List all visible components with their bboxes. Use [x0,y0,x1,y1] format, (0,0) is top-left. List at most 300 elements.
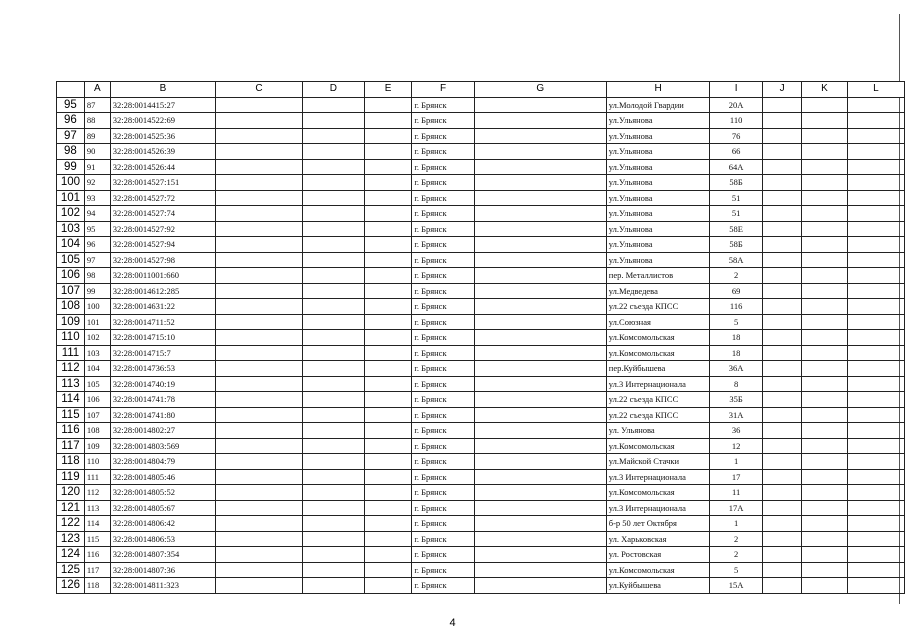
cell-k[interactable] [802,500,847,516]
cell-b[interactable]: 32:28:0014802:27 [110,423,215,439]
cell-a[interactable]: 116 [84,547,110,563]
cell-d[interactable] [302,423,364,439]
cell-g[interactable] [474,376,606,392]
cell-i[interactable]: 51 [710,206,762,222]
row-number[interactable]: 103 [57,221,85,237]
cell-c[interactable] [216,376,303,392]
cell-b[interactable]: 32:28:0014527:98 [110,252,215,268]
cell-j[interactable] [762,438,801,454]
cell-h[interactable]: ул. Харьковская [606,531,710,547]
cell-k[interactable] [802,314,847,330]
cell-i[interactable]: 36А [710,361,762,377]
cell-i[interactable]: 31А [710,407,762,423]
cell-c[interactable] [216,159,303,175]
cell-e[interactable] [364,578,411,594]
corner-cell[interactable] [57,82,85,98]
row-number[interactable]: 126 [57,578,85,594]
cell-g[interactable] [474,268,606,284]
cell-e[interactable] [364,190,411,206]
cell-f[interactable]: г. Брянск [412,330,475,346]
cell-c[interactable] [216,299,303,315]
cell-e[interactable] [364,345,411,361]
cell-i[interactable]: 36 [710,423,762,439]
row-number[interactable]: 124 [57,547,85,563]
cell-f[interactable]: г. Брянск [412,423,475,439]
cell-g[interactable] [474,407,606,423]
cell-c[interactable] [216,407,303,423]
cell-a[interactable]: 111 [84,469,110,485]
cell-d[interactable] [302,345,364,361]
cell-k[interactable] [802,578,847,594]
cell-i[interactable]: 20А [710,97,762,113]
cell-k[interactable] [802,330,847,346]
column-header[interactable]: F [412,82,475,98]
column-header[interactable]: D [302,82,364,98]
cell-a[interactable]: 112 [84,485,110,501]
cell-j[interactable] [762,500,801,516]
cell-h[interactable]: ул.Ульянова [606,113,710,129]
cell-e[interactable] [364,268,411,284]
cell-b[interactable]: 32:28:0014806:42 [110,516,215,532]
cell-a[interactable]: 109 [84,438,110,454]
cell-f[interactable]: г. Брянск [412,128,475,144]
column-header[interactable]: B [110,82,215,98]
cell-h[interactable]: ул.22 съезда КПСС [606,407,710,423]
cell-f[interactable]: г. Брянск [412,361,475,377]
cell-g[interactable] [474,97,606,113]
cell-k[interactable] [802,454,847,470]
cell-c[interactable] [216,438,303,454]
row-number[interactable]: 96 [57,113,85,129]
cell-a[interactable]: 92 [84,175,110,191]
cell-e[interactable] [364,454,411,470]
cell-f[interactable]: г. Брянск [412,237,475,253]
cell-j[interactable] [762,361,801,377]
cell-c[interactable] [216,97,303,113]
cell-a[interactable]: 95 [84,221,110,237]
cell-c[interactable] [216,547,303,563]
cell-h[interactable]: ул.Ульянова [606,206,710,222]
cell-a[interactable]: 99 [84,283,110,299]
cell-a[interactable]: 115 [84,531,110,547]
row-number[interactable]: 111 [57,345,85,361]
cell-g[interactable] [474,361,606,377]
cell-j[interactable] [762,144,801,160]
cell-e[interactable] [364,376,411,392]
cell-i[interactable]: 2 [710,547,762,563]
cell-k[interactable] [802,206,847,222]
cell-d[interactable] [302,113,364,129]
row-number[interactable]: 100 [57,175,85,191]
cell-d[interactable] [302,330,364,346]
cell-h[interactable]: ул.Ульянова [606,221,710,237]
cell-d[interactable] [302,516,364,532]
cell-l[interactable] [847,144,904,160]
cell-d[interactable] [302,392,364,408]
cell-e[interactable] [364,175,411,191]
cell-f[interactable]: г. Брянск [412,454,475,470]
cell-k[interactable] [802,516,847,532]
cell-a[interactable]: 113 [84,500,110,516]
cell-f[interactable]: г. Брянск [412,159,475,175]
cell-l[interactable] [847,159,904,175]
cell-i[interactable]: 35Б [710,392,762,408]
cell-f[interactable]: г. Брянск [412,500,475,516]
cell-k[interactable] [802,485,847,501]
cell-a[interactable]: 108 [84,423,110,439]
cell-a[interactable]: 105 [84,376,110,392]
cell-j[interactable] [762,128,801,144]
cell-a[interactable]: 97 [84,252,110,268]
cell-j[interactable] [762,330,801,346]
row-number[interactable]: 110 [57,330,85,346]
cell-f[interactable]: г. Брянск [412,268,475,284]
cell-l[interactable] [847,268,904,284]
cell-a[interactable]: 96 [84,237,110,253]
cell-d[interactable] [302,361,364,377]
cell-b[interactable]: 32:28:0014740:19 [110,376,215,392]
cell-j[interactable] [762,314,801,330]
cell-g[interactable] [474,314,606,330]
cell-g[interactable] [474,283,606,299]
cell-g[interactable] [474,562,606,578]
cell-k[interactable] [802,361,847,377]
cell-a[interactable]: 101 [84,314,110,330]
row-number[interactable]: 121 [57,500,85,516]
cell-i[interactable]: 58Б [710,237,762,253]
row-number[interactable]: 105 [57,252,85,268]
cell-g[interactable] [474,500,606,516]
cell-h[interactable]: пер.Куйбышева [606,361,710,377]
cell-c[interactable] [216,345,303,361]
column-header[interactable]: J [762,82,801,98]
cell-b[interactable]: 32:28:0014806:53 [110,531,215,547]
cell-a[interactable]: 87 [84,97,110,113]
cell-k[interactable] [802,423,847,439]
cell-f[interactable]: г. Брянск [412,562,475,578]
cell-c[interactable] [216,454,303,470]
cell-i[interactable]: 15А [710,578,762,594]
cell-b[interactable]: 32:28:0011001:660 [110,268,215,284]
cell-f[interactable]: г. Брянск [412,283,475,299]
cell-i[interactable]: 76 [710,128,762,144]
cell-i[interactable]: 18 [710,345,762,361]
cell-l[interactable] [847,237,904,253]
cell-a[interactable]: 118 [84,578,110,594]
cell-i[interactable]: 116 [710,299,762,315]
cell-k[interactable] [802,190,847,206]
cell-f[interactable]: г. Брянск [412,144,475,160]
cell-b[interactable]: 32:28:0014612:285 [110,283,215,299]
cell-b[interactable]: 32:28:0014805:52 [110,485,215,501]
cell-e[interactable] [364,237,411,253]
cell-d[interactable] [302,268,364,284]
cell-g[interactable] [474,206,606,222]
cell-a[interactable]: 103 [84,345,110,361]
cell-l[interactable] [847,500,904,516]
cell-k[interactable] [802,407,847,423]
cell-e[interactable] [364,97,411,113]
cell-j[interactable] [762,206,801,222]
cell-l[interactable] [847,128,904,144]
cell-h[interactable]: ул. Ростовская [606,547,710,563]
cell-a[interactable]: 93 [84,190,110,206]
cell-e[interactable] [364,128,411,144]
cell-b[interactable]: 32:28:0014631:22 [110,299,215,315]
cell-i[interactable]: 5 [710,562,762,578]
cell-e[interactable] [364,516,411,532]
column-header[interactable]: A [84,82,110,98]
cell-k[interactable] [802,283,847,299]
cell-h[interactable]: ул.Молодой Гвардии [606,97,710,113]
cell-h[interactable]: ул.Ульянова [606,175,710,191]
cell-l[interactable] [847,345,904,361]
cell-h[interactable]: ул.Комсомольская [606,345,710,361]
cell-l[interactable] [847,376,904,392]
column-header[interactable]: K [802,82,847,98]
cell-k[interactable] [802,562,847,578]
cell-e[interactable] [364,206,411,222]
cell-i[interactable]: 17А [710,500,762,516]
cell-l[interactable] [847,407,904,423]
column-header[interactable]: L [847,82,904,98]
cell-l[interactable] [847,392,904,408]
cell-i[interactable]: 18 [710,330,762,346]
cell-g[interactable] [474,159,606,175]
cell-b[interactable]: 32:28:0014527:151 [110,175,215,191]
cell-a[interactable]: 90 [84,144,110,160]
cell-f[interactable]: г. Брянск [412,175,475,191]
cell-k[interactable] [802,345,847,361]
cell-l[interactable] [847,562,904,578]
cell-b[interactable]: 32:28:0014526:39 [110,144,215,160]
cell-j[interactable] [762,252,801,268]
cell-g[interactable] [474,330,606,346]
cell-e[interactable] [364,314,411,330]
cell-i[interactable]: 2 [710,531,762,547]
row-number[interactable]: 118 [57,454,85,470]
cell-j[interactable] [762,562,801,578]
cell-d[interactable] [302,407,364,423]
cell-d[interactable] [302,562,364,578]
cell-i[interactable]: 17 [710,469,762,485]
cell-f[interactable]: г. Брянск [412,314,475,330]
cell-b[interactable]: 32:28:0014715:10 [110,330,215,346]
cell-k[interactable] [802,128,847,144]
cell-k[interactable] [802,547,847,563]
cell-e[interactable] [364,330,411,346]
cell-c[interactable] [216,190,303,206]
cell-h[interactable]: ул.Союзная [606,314,710,330]
cell-j[interactable] [762,237,801,253]
cell-i[interactable]: 12 [710,438,762,454]
cell-b[interactable]: 32:28:0014711:52 [110,314,215,330]
cell-e[interactable] [364,547,411,563]
cell-a[interactable]: 94 [84,206,110,222]
cell-k[interactable] [802,268,847,284]
cell-l[interactable] [847,97,904,113]
cell-g[interactable] [474,190,606,206]
row-number[interactable]: 109 [57,314,85,330]
cell-g[interactable] [474,531,606,547]
cell-f[interactable]: г. Брянск [412,113,475,129]
cell-c[interactable] [216,144,303,160]
cell-c[interactable] [216,252,303,268]
cell-e[interactable] [364,438,411,454]
cell-b[interactable]: 32:28:0014741:78 [110,392,215,408]
cell-j[interactable] [762,159,801,175]
cell-j[interactable] [762,299,801,315]
cell-h[interactable]: ул.Комсомольская [606,330,710,346]
cell-d[interactable] [302,547,364,563]
cell-h[interactable]: ул.Майской Стачки [606,454,710,470]
cell-f[interactable]: г. Брянск [412,578,475,594]
row-number[interactable]: 108 [57,299,85,315]
cell-a[interactable]: 98 [84,268,110,284]
cell-g[interactable] [474,578,606,594]
row-number[interactable]: 123 [57,531,85,547]
cell-d[interactable] [302,97,364,113]
cell-b[interactable]: 32:28:0014805:46 [110,469,215,485]
cell-f[interactable]: г. Брянск [412,407,475,423]
cell-h[interactable]: ул.Ульянова [606,159,710,175]
cell-b[interactable]: 32:28:0014527:74 [110,206,215,222]
cell-d[interactable] [302,128,364,144]
cell-f[interactable]: г. Брянск [412,469,475,485]
cell-c[interactable] [216,578,303,594]
cell-c[interactable] [216,562,303,578]
cell-j[interactable] [762,175,801,191]
cell-j[interactable] [762,392,801,408]
cell-h[interactable]: ул.Комсомольская [606,485,710,501]
cell-l[interactable] [847,485,904,501]
cell-d[interactable] [302,531,364,547]
cell-l[interactable] [847,423,904,439]
cell-b[interactable]: 32:28:0014522:69 [110,113,215,129]
cell-b[interactable]: 32:28:0014807:36 [110,562,215,578]
cell-h[interactable]: ул.3 Интернационала [606,500,710,516]
cell-l[interactable] [847,221,904,237]
cell-c[interactable] [216,206,303,222]
row-number[interactable]: 106 [57,268,85,284]
cell-c[interactable] [216,237,303,253]
cell-a[interactable]: 89 [84,128,110,144]
column-header[interactable]: I [710,82,762,98]
cell-g[interactable] [474,392,606,408]
cell-e[interactable] [364,113,411,129]
cell-g[interactable] [474,547,606,563]
cell-g[interactable] [474,423,606,439]
row-number[interactable]: 125 [57,562,85,578]
row-number[interactable]: 102 [57,206,85,222]
cell-j[interactable] [762,423,801,439]
row-number[interactable]: 98 [57,144,85,160]
cell-c[interactable] [216,330,303,346]
cell-i[interactable]: 69 [710,283,762,299]
cell-i[interactable]: 110 [710,113,762,129]
cell-l[interactable] [847,330,904,346]
cell-b[interactable]: 32:28:0014803:569 [110,438,215,454]
cell-g[interactable] [474,252,606,268]
cell-d[interactable] [302,469,364,485]
cell-c[interactable] [216,500,303,516]
cell-e[interactable] [364,469,411,485]
cell-e[interactable] [364,221,411,237]
cell-b[interactable]: 32:28:0014526:44 [110,159,215,175]
cell-c[interactable] [216,485,303,501]
cell-g[interactable] [474,113,606,129]
row-number[interactable]: 116 [57,423,85,439]
cell-b[interactable]: 32:28:0014715:7 [110,345,215,361]
cell-i[interactable]: 2 [710,268,762,284]
cell-c[interactable] [216,361,303,377]
cell-c[interactable] [216,268,303,284]
cell-a[interactable]: 106 [84,392,110,408]
row-number[interactable]: 117 [57,438,85,454]
cell-e[interactable] [364,361,411,377]
row-number[interactable]: 114 [57,392,85,408]
cell-l[interactable] [847,361,904,377]
cell-j[interactable] [762,578,801,594]
cell-b[interactable]: 32:28:0014811:323 [110,578,215,594]
cell-f[interactable]: г. Брянск [412,299,475,315]
cell-l[interactable] [847,578,904,594]
cell-a[interactable]: 107 [84,407,110,423]
cell-k[interactable] [802,252,847,268]
cell-d[interactable] [302,175,364,191]
row-number[interactable]: 104 [57,237,85,253]
cell-b[interactable]: 32:28:0014527:92 [110,221,215,237]
cell-f[interactable]: г. Брянск [412,516,475,532]
cell-i[interactable]: 8 [710,376,762,392]
cell-e[interactable] [364,531,411,547]
cell-g[interactable] [474,454,606,470]
cell-g[interactable] [474,485,606,501]
row-number[interactable]: 97 [57,128,85,144]
row-number[interactable]: 99 [57,159,85,175]
cell-f[interactable]: г. Брянск [412,97,475,113]
cell-e[interactable] [364,485,411,501]
cell-b[interactable]: 32:28:0014741:80 [110,407,215,423]
cell-g[interactable] [474,299,606,315]
column-header[interactable]: G [474,82,606,98]
row-number[interactable]: 119 [57,469,85,485]
cell-d[interactable] [302,190,364,206]
cell-b[interactable]: 32:28:0014807:354 [110,547,215,563]
cell-h[interactable]: ул.Медведева [606,283,710,299]
cell-f[interactable]: г. Брянск [412,345,475,361]
cell-j[interactable] [762,454,801,470]
cell-f[interactable]: г. Брянск [412,221,475,237]
cell-i[interactable]: 5 [710,314,762,330]
cell-l[interactable] [847,314,904,330]
cell-l[interactable] [847,283,904,299]
cell-l[interactable] [847,531,904,547]
cell-j[interactable] [762,531,801,547]
cell-d[interactable] [302,376,364,392]
cell-d[interactable] [302,500,364,516]
cell-d[interactable] [302,314,364,330]
cell-e[interactable] [364,299,411,315]
cell-d[interactable] [302,252,364,268]
row-number[interactable]: 107 [57,283,85,299]
cell-g[interactable] [474,175,606,191]
cell-h[interactable]: ул.Ульянова [606,237,710,253]
row-number[interactable]: 115 [57,407,85,423]
cell-e[interactable] [364,283,411,299]
cell-l[interactable] [847,113,904,129]
cell-g[interactable] [474,221,606,237]
